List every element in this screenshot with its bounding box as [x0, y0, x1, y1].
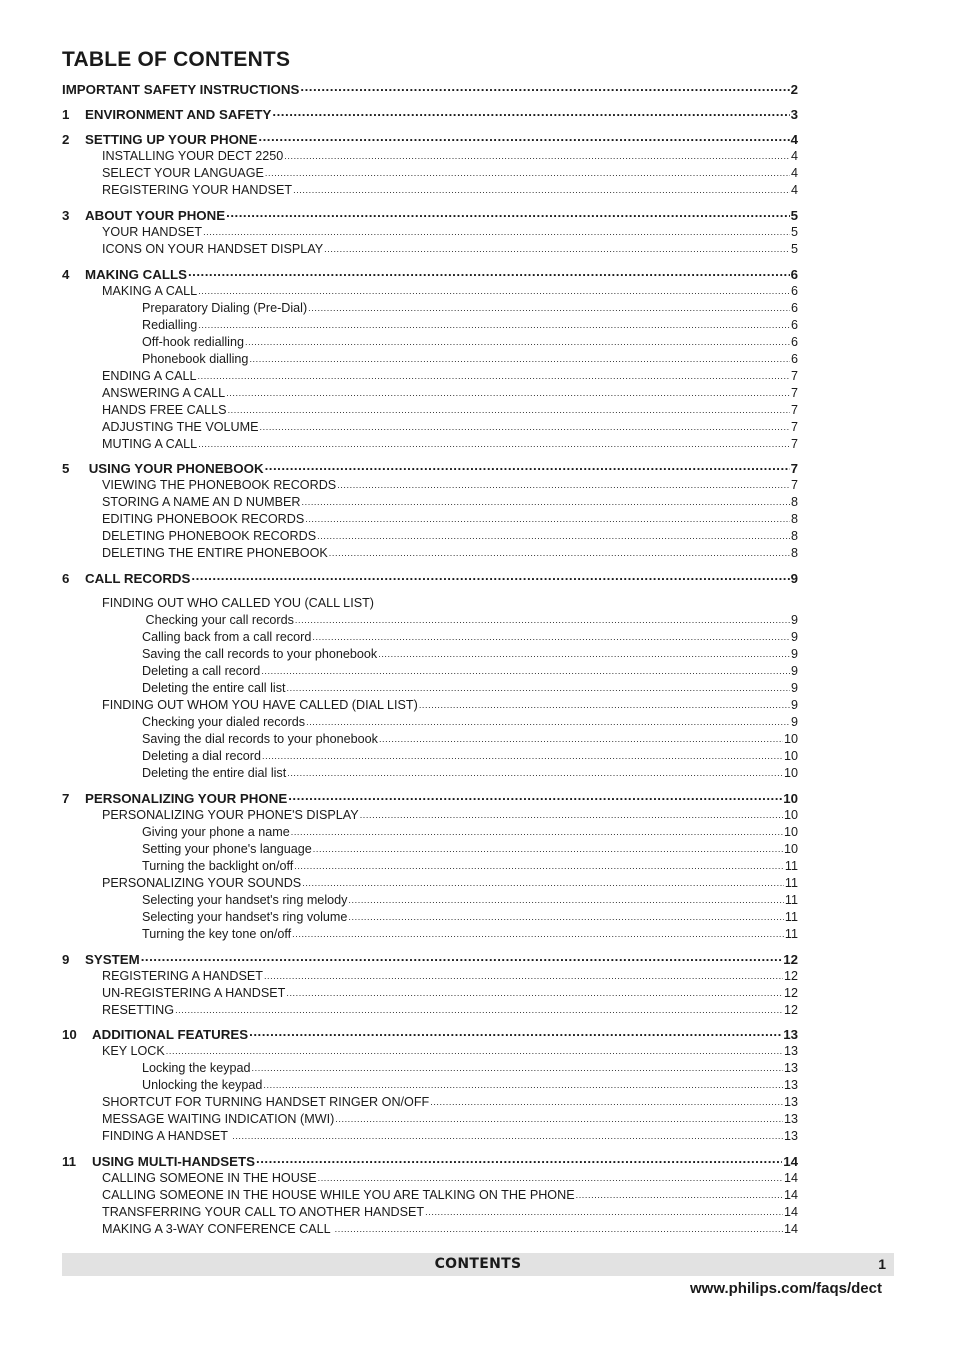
toc-subsection-entry[interactable] [62, 841, 798, 858]
toc-entry-label: YOUR HANDSET [102, 225, 203, 239]
toc-page-number: 6 [790, 335, 798, 349]
toc-section-entry[interactable] [62, 224, 798, 241]
toc-page-number: 11 [784, 859, 798, 873]
toc-page-number: 11 [784, 927, 798, 941]
toc-page-number: 9 [790, 630, 798, 644]
toc-dot-leader [295, 614, 790, 624]
toc-subsection-entry[interactable] [62, 317, 798, 334]
toc-page-number: 7 [790, 461, 798, 476]
toc-page-number: 14 [783, 1205, 798, 1219]
toc-dot-leader [198, 319, 790, 329]
toc-page-number: 5 [790, 242, 798, 256]
toc-dot-leader [294, 860, 784, 870]
toc-entry-label: USING YOUR PHONEBOOK [85, 461, 264, 476]
toc-subsection-entry[interactable] [62, 680, 798, 697]
toc-section-entry[interactable] [62, 595, 798, 612]
toc-entry-label: FINDING OUT WHOM YOU HAVE CALLED (DIAL LIST) [102, 698, 418, 712]
toc-chapter-number: 2 [62, 132, 70, 147]
toc-page-number: 9 [790, 571, 798, 586]
toc-chapter-number: 5 [62, 461, 70, 476]
toc-page-number: 10 [783, 842, 798, 856]
toc-page-number: 9 [790, 613, 798, 627]
toc-page-number: 12 [783, 952, 798, 967]
toc-subsection-entry[interactable] [62, 1060, 798, 1077]
toc-section-entry[interactable] [62, 1128, 798, 1145]
toc-page-number: 4 [790, 149, 798, 163]
toc-dot-leader [261, 665, 790, 675]
toc-dot-leader [265, 167, 790, 177]
toc-entry-label: SELECT YOUR LANGUAGE [102, 166, 264, 180]
toc-subsection-entry[interactable] [62, 629, 798, 646]
toc-entry-label: PERSONALIZING YOUR PHONE'S DISPLAY [102, 808, 359, 822]
toc-section-entry[interactable] [62, 1221, 798, 1238]
toc-page-number: 11 [784, 893, 798, 907]
footer-page-number: 1 [878, 1256, 886, 1272]
toc-page-number: 9 [790, 664, 798, 678]
toc-section-entry[interactable] [62, 875, 798, 892]
toc-section-entry[interactable] [62, 283, 798, 300]
toc-page-number: 6 [790, 352, 798, 366]
toc-dot-leader [308, 302, 790, 312]
toc-section-entry[interactable] [62, 528, 798, 545]
toc-dot-leader [300, 84, 789, 94]
toc-entry-label: EDITING PHONEBOOK RECORDS [102, 512, 305, 526]
toc-dot-leader [249, 1029, 782, 1039]
toc-entry-label: TRANSFERRING YOUR CALL TO ANOTHER HANDSET [102, 1205, 425, 1219]
toc-entry-label: ADJUSTING THE VOLUME [102, 420, 259, 434]
toc-subsection-entry[interactable] [62, 300, 798, 317]
toc-dot-leader [228, 404, 790, 414]
toc-dot-leader [302, 877, 784, 887]
toc-page-number: 4 [790, 132, 798, 147]
toc-dot-leader [264, 970, 783, 980]
page-title: TABLE OF CONTENTS [62, 48, 291, 71]
toc-chapter-entry[interactable] [62, 790, 798, 807]
toc-subsection-entry[interactable] [62, 731, 798, 748]
toc-dot-leader [292, 928, 784, 938]
toc-page-number: 7 [790, 403, 798, 417]
toc-entry-label: ENVIRONMENT AND SAFETY [85, 107, 272, 122]
toc-entry-label: Phonebook dialling [142, 352, 249, 366]
toc-dot-leader [198, 285, 790, 295]
toc-page-number: 10 [783, 808, 798, 822]
toc-dot-leader [191, 573, 789, 583]
toc-chapter-number: 1 [62, 107, 70, 122]
toc-entry-label: FINDING OUT WHO CALLED YOU (CALL LIST) [102, 596, 374, 610]
toc-page-number: 6 [790, 284, 798, 298]
toc-entry-label: MAKING A 3-WAY CONFERENCE CALL [102, 1222, 334, 1236]
toc-page-number: 6 [790, 318, 798, 332]
toc-section-entry[interactable] [62, 241, 798, 258]
toc-dot-leader [226, 210, 789, 220]
toc-entry-label: INSTALLING YOUR DECT 2250 [102, 149, 284, 163]
toc-chapter-entry[interactable] [62, 106, 798, 123]
toc-subsection-entry[interactable] [62, 858, 798, 875]
toc-entry-label: MESSAGE WAITING INDICATION (MWI) [102, 1112, 335, 1126]
footer-bar [62, 1253, 894, 1276]
toc-dot-leader [188, 269, 790, 279]
toc-entry-label: ENDING A CALL [102, 369, 197, 383]
toc-page-number: 10 [783, 825, 798, 839]
toc-chapter-number: 9 [62, 952, 70, 967]
toc-chapter-entry[interactable] [62, 570, 798, 587]
toc-entry-label: USING MULTI-HANDSETS [92, 1154, 256, 1169]
toc-section-entry[interactable] [62, 368, 798, 385]
toc-page-number: 13 [783, 1095, 798, 1109]
toc-subsection-entry[interactable] [62, 892, 798, 909]
toc-page-number: 10 [783, 749, 798, 763]
toc-dot-leader [291, 826, 783, 836]
toc-entry-label: MUTING A CALL [102, 437, 198, 451]
toc-entry-label: Giving your phone a name [142, 825, 290, 839]
toc-section-entry[interactable] [62, 1043, 798, 1060]
toc-page-number: 2 [790, 82, 798, 97]
toc-section-entry[interactable] [62, 985, 798, 1002]
toc-dot-leader [198, 438, 790, 448]
toc-dot-leader [288, 793, 782, 803]
toc-section-entry[interactable] [62, 182, 798, 199]
toc-chapter-number: 10 [62, 1027, 77, 1042]
toc-subsection-entry[interactable] [62, 714, 798, 731]
toc-section-entry[interactable] [62, 477, 798, 494]
toc-page-number: 3 [790, 107, 798, 122]
toc-entry-label: Turning the key tone on/off [142, 927, 292, 941]
toc-entry-label: HANDS FREE CALLS [102, 403, 227, 417]
toc-entry-label: CALLING SOMEONE IN THE HOUSE [102, 1171, 317, 1185]
toc-page-number: 8 [790, 529, 798, 543]
toc-section-entry[interactable] [62, 165, 798, 182]
toc-entry-label: Off-hook redialling [142, 335, 244, 349]
toc-section-entry[interactable] [62, 545, 798, 562]
toc-subsection-entry[interactable] [62, 909, 798, 926]
toc-entry-label: Saving the dial records to your phonebook [142, 732, 378, 746]
toc-dot-leader [287, 767, 783, 777]
toc-entry-label: VIEWING THE PHONEBOOK RECORDS [102, 478, 337, 492]
toc-section-entry[interactable] [62, 402, 798, 419]
toc-page-number: 13 [783, 1078, 798, 1092]
toc-page-number: 12 [783, 986, 798, 1000]
toc-chapter-number: 11 [62, 1154, 77, 1169]
toc-dot-leader [232, 1130, 783, 1140]
toc-dot-leader [198, 370, 790, 380]
toc-page-number: 6 [790, 301, 798, 315]
footer-section-label: CONTENTS [434, 1256, 522, 1272]
toc-chapter-entry[interactable] [62, 460, 798, 477]
toc-entry-label: KEY LOCK [102, 1044, 165, 1058]
toc-page-number: 9 [790, 715, 798, 729]
toc-subsection-entry[interactable] [62, 748, 798, 765]
toc-dot-leader [263, 1079, 783, 1089]
toc-section-entry[interactable] [62, 968, 798, 985]
toc-dot-leader [360, 809, 783, 819]
toc-page-number: 7 [790, 369, 798, 383]
toc-entry-label: Preparatory Dialing (Pre-Dial) [142, 301, 308, 315]
toc-entry-label: Selecting your handset's ring melody [142, 893, 348, 907]
toc-entry-label: SHORTCUT FOR TURNING HANDSET RINGER ON/OFF [102, 1095, 430, 1109]
table-of-contents [62, 78, 798, 1238]
toc-page-number: 14 [783, 1188, 798, 1202]
toc-dot-leader [258, 134, 789, 144]
toc-dot-leader [175, 1004, 783, 1014]
toc-page-number: 13 [783, 1044, 798, 1058]
toc-subsection-entry[interactable] [62, 334, 798, 351]
toc-section-entry[interactable] [62, 697, 798, 714]
toc-dot-leader [313, 843, 783, 853]
toc-entry-label: FINDING A HANDSET [102, 1129, 232, 1143]
toc-entry-label: Selecting your handset's ring volume [142, 910, 348, 924]
toc-subsection-entry[interactable] [62, 646, 798, 663]
toc-dot-leader [166, 1045, 783, 1055]
toc-entry-label: DELETING THE ENTIRE PHONEBOOK [102, 546, 328, 560]
toc-section-entry[interactable] [62, 807, 798, 824]
toc-entry-label: RESETTING [102, 1003, 175, 1017]
toc-section-entry[interactable] [62, 148, 798, 165]
toc-dot-leader [337, 479, 790, 489]
toc-section-entry[interactable] [62, 419, 798, 436]
toc-chapter-number: 6 [62, 571, 70, 586]
toc-entry-label: MAKING A CALL [102, 284, 198, 298]
toc-page-number: 11 [784, 876, 798, 890]
toc-subsection-entry[interactable] [62, 663, 798, 680]
toc-page-number: 13 [783, 1129, 798, 1143]
toc-entry-label: ABOUT YOUR PHONE [85, 208, 226, 223]
toc-page-number: 9 [790, 681, 798, 695]
toc-chapter-entry[interactable] [62, 266, 798, 283]
toc-entry-label: SETTING UP YOUR PHONE [85, 132, 258, 147]
toc-dot-leader [203, 226, 790, 236]
toc-entry-label: ICONS ON YOUR HANDSET DISPLAY [102, 242, 324, 256]
toc-dot-leader [317, 530, 790, 540]
toc-chapter-entry[interactable] [62, 207, 798, 224]
toc-dot-leader [378, 648, 790, 658]
toc-dot-leader [312, 631, 790, 641]
toc-subsection-entry[interactable] [62, 765, 798, 782]
toc-section-entry[interactable] [62, 1002, 798, 1019]
toc-page-number: 13 [783, 1061, 798, 1075]
toc-chapter-number: 4 [62, 267, 70, 282]
toc-dot-leader [430, 1096, 783, 1106]
toc-dot-leader [141, 954, 783, 964]
toc-entry-label: Turning the backlight on/off [142, 859, 294, 873]
toc-page-number: 7 [790, 420, 798, 434]
toc-subsection-entry[interactable] [62, 612, 798, 629]
toc-entry-label: Calling back from a call record [142, 630, 312, 644]
toc-subsection-entry[interactable] [62, 1077, 798, 1094]
toc-dot-leader [348, 894, 784, 904]
toc-entry-label: Deleting a call record [142, 664, 261, 678]
toc-dot-leader [249, 353, 790, 363]
toc-dot-leader [302, 496, 790, 506]
toc-page-number: 6 [790, 267, 798, 282]
toc-page-number: 9 [790, 698, 798, 712]
toc-entry-label: REGISTERING A HANDSET [102, 969, 263, 983]
toc-section-entry[interactable] [62, 1111, 798, 1128]
toc-entry-label: ANSWERING A CALL [102, 386, 226, 400]
toc-entry-label: CALLING SOMEONE IN THE HOUSE WHILE YOU ARE TALKING ON THE PHONE [102, 1188, 575, 1202]
toc-page-number: 10 [783, 791, 798, 806]
toc-dot-leader [335, 1223, 783, 1233]
toc-entry-label: SYSTEM [85, 952, 140, 967]
toc-subsection-entry[interactable] [62, 926, 798, 943]
toc-section-entry[interactable] [62, 1187, 798, 1204]
toc-page-number: 12 [783, 1003, 798, 1017]
toc-entry-label: STORING A NAME AN D NUMBER [102, 495, 301, 509]
toc-page-number: 14 [783, 1222, 798, 1236]
toc-page-number: 10 [783, 766, 798, 780]
toc-page-number: 12 [783, 969, 798, 983]
toc-page-number: 4 [790, 166, 798, 180]
toc-chapter-entry[interactable] [62, 131, 798, 148]
toc-section-entry[interactable] [62, 436, 798, 453]
toc-entry-label: IMPORTANT SAFETY INSTRUCTIONS [62, 82, 300, 97]
toc-dot-leader [379, 733, 783, 743]
toc-section-entry[interactable] [62, 511, 798, 528]
toc-chapter-number: 7 [62, 791, 70, 806]
toc-page-number: 11 [784, 910, 798, 924]
toc-dot-leader [262, 750, 783, 760]
toc-section-entry[interactable] [62, 385, 798, 402]
toc-dot-leader [245, 336, 790, 346]
toc-page-number: 7 [790, 437, 798, 451]
toc-dot-leader [576, 1189, 783, 1199]
toc-dot-leader [286, 987, 783, 997]
toc-page-number: 14 [783, 1154, 798, 1169]
toc-dot-leader [348, 911, 784, 921]
toc-page-number: 7 [790, 386, 798, 400]
toc-dot-leader [284, 150, 790, 160]
toc-page-number: 5 [790, 225, 798, 239]
toc-entry-label: ADDITIONAL FEATURES [92, 1027, 249, 1042]
toc-page-number: 9 [790, 647, 798, 661]
toc-chapter-entry[interactable] [62, 81, 798, 98]
toc-dot-leader [272, 109, 789, 119]
toc-entry-label: Deleting the entire dial list [142, 766, 287, 780]
toc-dot-leader [256, 1156, 782, 1166]
toc-chapter-entry[interactable] [62, 951, 798, 968]
toc-entry-label: Checking your dialed records [142, 715, 306, 729]
toc-page-number: 13 [783, 1027, 798, 1042]
toc-entry-label: CALL RECORDS [85, 571, 191, 586]
toc-page-number: 7 [790, 478, 798, 492]
toc-chapter-number: 3 [62, 208, 70, 223]
toc-page-number: 13 [783, 1112, 798, 1126]
toc-dot-leader [318, 1172, 783, 1182]
toc-page-number: 10 [783, 732, 798, 746]
toc-dot-leader [293, 184, 790, 194]
toc-dot-leader [305, 513, 790, 523]
toc-section-entry[interactable] [62, 494, 798, 511]
toc-section-entry[interactable] [62, 1170, 798, 1187]
toc-entry-label: Redialling [142, 318, 198, 332]
toc-entry-label: DELETING PHONEBOOK RECORDS [102, 529, 317, 543]
toc-entry-label: Deleting a dial record [142, 749, 262, 763]
toc-section-entry[interactable] [62, 1094, 798, 1111]
toc-page-number: 5 [790, 208, 798, 223]
toc-chapter-entry[interactable] [62, 1026, 798, 1043]
toc-entry-label: Deleting the entire call list [142, 681, 286, 695]
toc-entry-label: UN-REGISTERING A HANDSET [102, 986, 286, 1000]
toc-dot-leader [419, 699, 790, 709]
toc-entry-label: MAKING CALLS [85, 267, 187, 282]
toc-dot-leader [265, 463, 790, 473]
toc-dot-leader [287, 682, 790, 692]
toc-chapter-entry[interactable] [62, 1153, 798, 1170]
toc-entry-label: PERSONALIZING YOUR PHONE [85, 791, 288, 806]
toc-dot-leader [329, 547, 790, 557]
toc-subsection-entry[interactable] [62, 824, 798, 841]
toc-page-number: 8 [790, 495, 798, 509]
footer-url[interactable]: www.philips.com/faqs/dect [690, 1280, 882, 1297]
toc-dot-leader [306, 716, 790, 726]
toc-page-number: 8 [790, 546, 798, 560]
toc-page-number: 8 [790, 512, 798, 526]
toc-page-number: 4 [790, 183, 798, 197]
toc-entry-label: PERSONALIZING YOUR SOUNDS [102, 876, 302, 890]
toc-dot-leader [335, 1113, 783, 1123]
toc-dot-leader [260, 421, 790, 431]
toc-section-entry[interactable] [62, 1204, 798, 1221]
toc-dot-leader [425, 1206, 783, 1216]
toc-entry-label: Unlocking the keypad [142, 1078, 263, 1092]
toc-subsection-entry[interactable] [62, 351, 798, 368]
toc-entry-label: Locking the keypad [142, 1061, 251, 1075]
toc-entry-label: REGISTERING YOUR HANDSET [102, 183, 293, 197]
toc-entry-label: Setting your phone's language [142, 842, 312, 856]
toc-dot-leader [324, 243, 790, 253]
toc-dot-leader [226, 387, 790, 397]
toc-dot-leader [252, 1062, 783, 1072]
toc-entry-label: Saving the call records to your phonebook [142, 647, 378, 661]
toc-page-number: 14 [783, 1171, 798, 1185]
toc-entry-label: Checking your call records [142, 613, 294, 627]
